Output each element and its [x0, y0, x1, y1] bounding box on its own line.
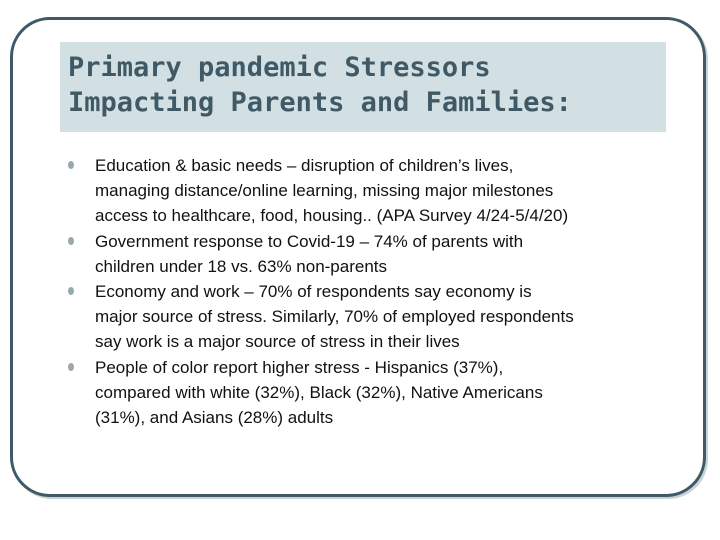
bullet-line: access to healthcare, food, housing.. (APA Survey 4/24-5/4/20)	[95, 206, 569, 226]
bullet-dot-icon	[68, 287, 74, 295]
bullet-line: compared with white (32%), Black (32%), Native Americans	[95, 382, 543, 402]
bullet-line: major source of stress. Similarly, 70% of employed respondents	[95, 307, 574, 327]
bullet-item-economy	[68, 279, 668, 355]
bullet-dot-icon	[68, 237, 74, 245]
bullet-item-government	[68, 229, 668, 279]
slide-title-line-2: Impacting Parents and Families:	[68, 87, 572, 118]
bullet-line: People of color report higher stress - Hispanics (37%),	[95, 357, 504, 377]
bullet-item-education	[68, 153, 668, 229]
bullet-line: Education & basic needs – disruption of children’s lives,	[95, 156, 514, 175]
bullet-line: Economy and work – 70% of respondents say economy is	[95, 282, 532, 302]
bullet-line: say work is a major source of stress in their lives	[95, 332, 460, 352]
bullet-item-people-of-color	[68, 355, 668, 431]
bullet-dot-icon	[68, 161, 74, 169]
bullet-line: (31%), and Asians (28%) adults	[95, 408, 334, 428]
bullet-dot-icon	[68, 363, 74, 371]
bullet-line: Government response to Covid-19 – 74% of parents with	[95, 231, 524, 251]
title-box	[60, 42, 666, 132]
bullet-line: children under 18 vs. 63% non-parents	[95, 256, 388, 276]
bullet-line: managing distance/online learning, missing major milestones	[95, 181, 554, 201]
bullet-list	[68, 153, 668, 430]
slide-title-line-1: Primary pandemic Stressors	[68, 52, 491, 83]
